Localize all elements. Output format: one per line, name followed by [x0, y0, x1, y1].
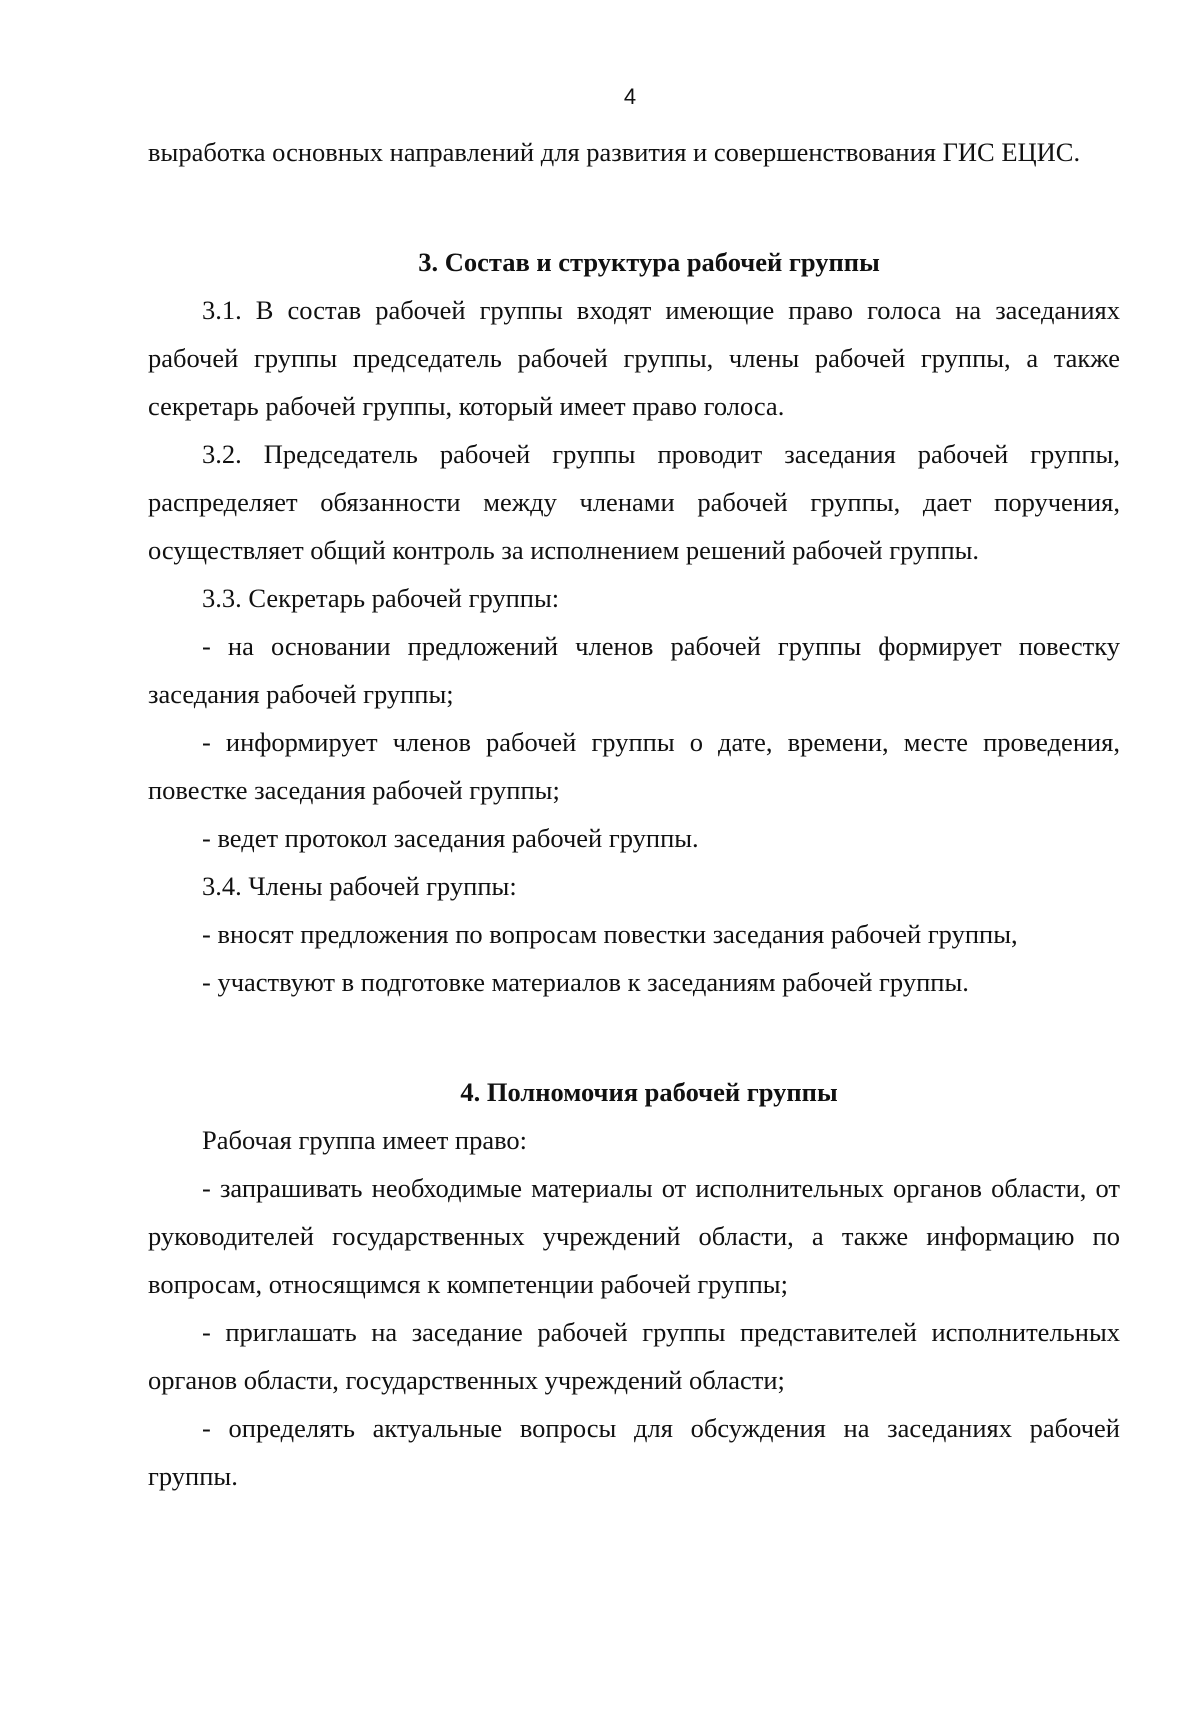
list-item: - определять актуальные вопросы для обсуждения на заседаниях рабочей группы. — [148, 1413, 1120, 1491]
intro-paragraph: выработка основных направлений для развития и совершенствования ГИС ЕЦИС. — [148, 137, 1081, 167]
paragraph-3-2: 3.2. Председатель рабочей группы проводит заседания рабочей группы, распределяет обязанности между членами рабочей группы, дает поручения, осуществляет общий контроль за исполнением решений рабочей группы. — [148, 439, 1120, 565]
list-item: - участвуют в подготовке материалов к заседаниям рабочей группы. — [202, 967, 969, 997]
page-number: 4 — [623, 84, 637, 109]
paragraph-3-4: 3.4. Члены рабочей группы: — [202, 871, 517, 901]
list-item: - информирует членов рабочей группы о дате, времени, месте проведения, повестке заседания рабочей группы; — [148, 727, 1120, 805]
list-item: - на основании предложений членов рабочей группы формирует повестку заседания рабочей группы; — [148, 631, 1120, 709]
paragraph-3-1: 3.1. В состав рабочей группы входят имеющие право голоса на заседаниях рабочей группы председатель рабочей группы, члены рабочей группы, а также секретарь рабочей группы, который имеет право голоса. — [148, 295, 1120, 421]
section-4-lead: Рабочая группа имеет право: — [202, 1125, 528, 1155]
list-item: - вносят предложения по вопросам повестки заседания рабочей группы, — [202, 919, 1018, 949]
paragraph-3-3: 3.3. Секретарь рабочей группы: — [202, 583, 560, 613]
section-4-heading: 4. Полномочия рабочей группы — [460, 1077, 838, 1107]
section-3-heading: 3. Состав и структура рабочей группы — [418, 247, 880, 277]
list-item: - запрашивать необходимые материалы от исполнительных органов области, от руководителей государственных учреждений области, а также информацию по вопросам, относящимся к компетенции рабочей группы; — [148, 1173, 1120, 1299]
list-item: - ведет протокол заседания рабочей группы. — [202, 823, 699, 853]
list-item: - приглашать на заседание рабочей группы представителей исполнительных органов области, государственных учреждений области; — [148, 1317, 1120, 1395]
document-body — [148, 128, 1120, 1500]
